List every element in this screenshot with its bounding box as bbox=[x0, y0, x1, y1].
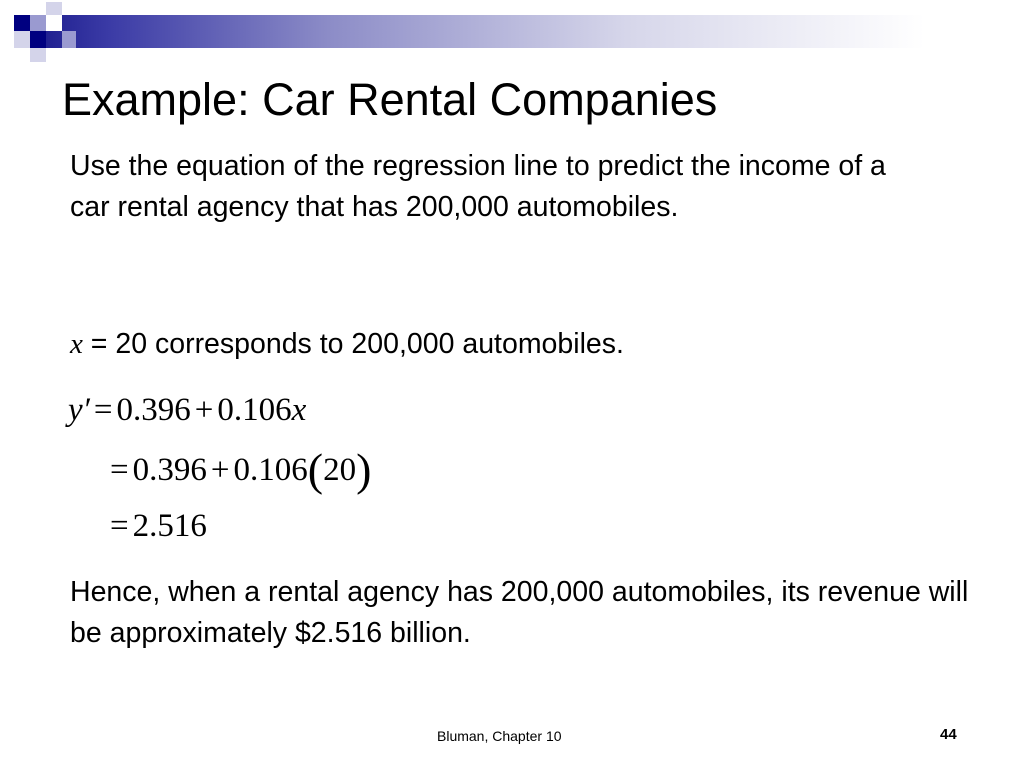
eq2-close-paren: ) bbox=[356, 444, 372, 495]
eq1-plus: + bbox=[194, 392, 214, 428]
equation-line-2 bbox=[106, 444, 372, 495]
intro-paragraph: Use the equation of the regression line to predict the income of a car rental agency that has 200,000 automobiles. bbox=[70, 150, 886, 223]
eq2-plus: + bbox=[210, 452, 230, 488]
eq1-variable: x bbox=[291, 392, 307, 428]
eq2-equals: = bbox=[110, 452, 129, 488]
x-value-note bbox=[70, 325, 624, 363]
conclusion-paragraph: Hence, when a rental agency has 200,000 automobiles, its revenue will be approximately $2.516 billion. bbox=[70, 576, 969, 649]
equation-line-1 bbox=[68, 390, 306, 430]
eq2-intercept: 0.396 bbox=[132, 452, 207, 488]
eq1-slope: 0.106 bbox=[217, 392, 292, 428]
eq2-slope: 0.106 bbox=[233, 452, 308, 488]
eq1-intercept: 0.396 bbox=[116, 392, 191, 428]
footer-text: Bluman, Chapter 10 bbox=[437, 728, 562, 744]
eq2-x-value: 20 bbox=[323, 452, 357, 488]
eq1-equals: = bbox=[93, 392, 113, 428]
eq1-lhs: y′ bbox=[68, 392, 90, 428]
equation-line-3 bbox=[106, 506, 207, 546]
eq3-equals: = bbox=[110, 508, 129, 544]
header-gradient-bar bbox=[30, 15, 1024, 48]
eq2-open-paren: ( bbox=[307, 444, 324, 495]
x-note-text: = 20 corresponds to 200,000 automobiles. bbox=[82, 328, 624, 360]
x-variable: x bbox=[70, 328, 83, 360]
eq3-result: 2.516 bbox=[132, 508, 207, 544]
page-number: 44 bbox=[940, 726, 957, 743]
slide-title: Example: Car Rental Companies bbox=[62, 74, 718, 125]
